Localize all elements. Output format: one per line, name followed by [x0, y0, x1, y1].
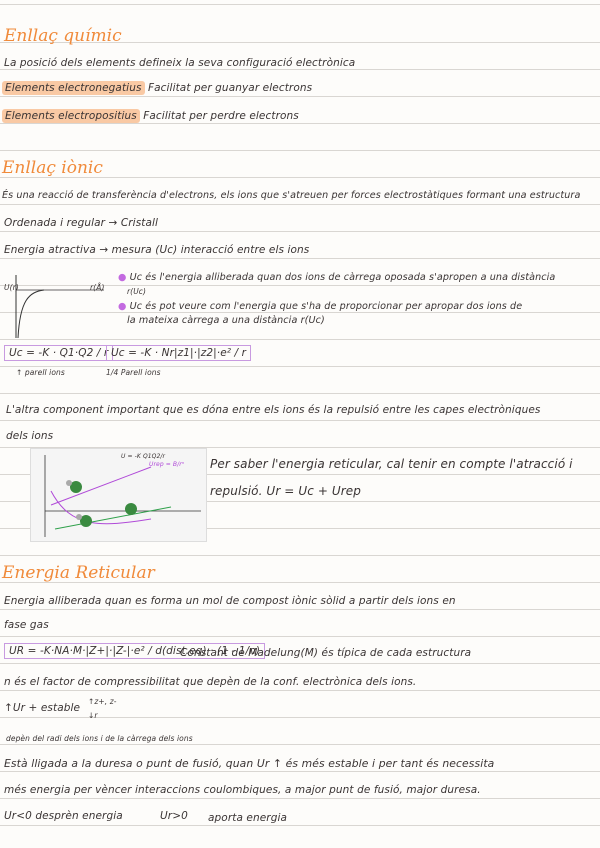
bullet-1	[118, 272, 555, 283]
text-line: ↑Ur + estable	[4, 702, 81, 714]
bullet-2	[118, 301, 522, 312]
text-line: L'altra component important que es dóna entre els ions és la repulsió entre les capes electròniques	[6, 404, 541, 416]
text-line: És una reacció de transferència d'electrons, els ions que s'atreuen per forces electrostàtiques formant una estructura	[2, 190, 581, 201]
electropositive-row	[2, 110, 299, 122]
formula-uc-2-note: 1/4 Parell ions	[106, 368, 161, 377]
arrow-note-1: ↑z+, z-	[88, 697, 117, 706]
formula-uc-1-note: ↑ parell ions	[16, 368, 65, 377]
text-line: Energia alliberada quan es forma un mol de compost iònic sòlid a partir dels ions en	[4, 595, 456, 607]
section-title-energia-reticular: Energia Reticular	[2, 563, 155, 583]
formula-uc-1: Uc = -K · Q1·Q2 / r	[4, 347, 113, 359]
bullet-2-cont: la mateixa càrrega a una distància r(Uc)	[127, 315, 325, 326]
electropositive-label: Elements electropositius	[2, 109, 140, 123]
electronegative-label: Elements electronegatius	[2, 81, 145, 95]
text-line: Energia atractiva → mesura (Uc) interacció entre els ions	[4, 244, 310, 256]
potential-graph	[4, 270, 114, 340]
text-line: més energia per vèncer interaccions coulombiques, a major punt de fusió, major duresa.	[4, 784, 481, 796]
text-line: Ordenada i regular → Cristall	[4, 217, 159, 229]
text-line: Ur<0 desprèn energia	[4, 810, 123, 822]
bullet-icon: ●	[118, 272, 127, 283]
figure-label-2: Urep = B/rⁿ	[149, 461, 185, 468]
electropositive-text: Facilitat per perdre electrons	[143, 110, 299, 122]
text-line: Ur>0	[160, 810, 188, 822]
energy-diagram-figure	[30, 448, 207, 542]
formula-ur: UR = -K·NA·M·|Z+|·|Z-|·e² / d(dist.eq) · (1 - 1/n)	[4, 645, 265, 657]
arrow-note-2: ↓r	[88, 711, 98, 720]
side-text-1: Per saber l'energia reticular, cal tenir en compte l'atracció i	[210, 457, 573, 471]
text-line: La posició dels elements defineix la seva configuració electrònica	[4, 57, 356, 69]
electronegative-text: Facilitat per guanyar electrons	[147, 82, 313, 94]
text-line: depèn del radi dels ions i de la càrrega dels ions	[6, 734, 193, 743]
bullet-1-cont: r(Uc)	[127, 287, 147, 296]
text-line: fase gas	[4, 619, 49, 631]
formula-uc-2: Uc = -K · Nr|z1|·|z2|·e² / r	[106, 347, 251, 359]
section-title-enllac-ionic: Enllaç iònic	[2, 158, 103, 178]
section-title-enllac-quimic: Enllaç químic	[4, 26, 122, 46]
bullet-1-text: Uc és l'energia alliberada quan dos ions de càrrega oposada s'apropen a una distància	[129, 272, 556, 283]
bullet-2-text: Uc és pot veure com l'energia que s'ha de proporcionar per apropar dos ions de	[129, 301, 523, 312]
graph-y-label: U(r)	[4, 283, 19, 292]
text-line: n és el factor de compressibilitat que depèn de la conf. electrònica dels ions.	[4, 676, 417, 688]
graph-x-label: r(Å)	[90, 283, 105, 292]
madelung-text: Constant de Madelung(M) és típica de cada estructura	[180, 647, 472, 659]
text-line: Està lligada a la duresa o punt de fusió, quan Ur ↑ és més estable i per tant és necessita	[4, 757, 495, 770]
figure-label: U = -K Q1Q2/r	[121, 453, 166, 460]
text-line: dels ions	[6, 430, 54, 442]
text-line: aporta energia	[208, 812, 288, 824]
side-text-2: repulsió. Ur = Uc + Urep	[210, 484, 362, 498]
bullet-icon: ●	[118, 301, 127, 312]
electronegative-row	[2, 82, 312, 94]
